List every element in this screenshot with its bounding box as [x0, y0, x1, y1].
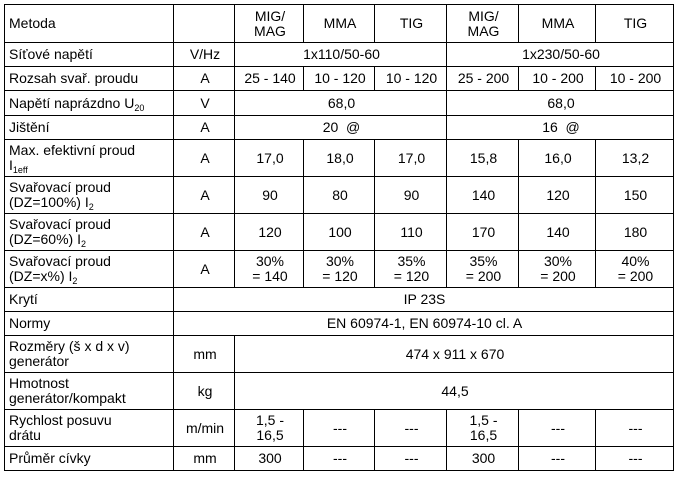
value-cell: 18,0 — [304, 140, 375, 177]
value-cell: --- — [375, 410, 447, 447]
row-napeti — [5, 91, 674, 116]
value-cell: --- — [519, 447, 596, 471]
value-cell: 10 - 200 — [519, 67, 596, 91]
value-cell: 17,0 — [375, 140, 447, 177]
value-cell: 110 — [375, 214, 447, 251]
value-cell: 1,5 - 16,5 — [235, 410, 304, 447]
value-cell: 100 — [304, 214, 375, 251]
value-cell: --- — [596, 410, 674, 447]
header-method: MMA — [304, 5, 375, 43]
value-cell: 120 — [519, 177, 596, 214]
row-dz100 — [5, 177, 674, 214]
header-method: TIG — [596, 5, 674, 43]
row-unit: V — [174, 91, 235, 116]
value-cell: 90 — [235, 177, 304, 214]
header-row — [5, 5, 674, 43]
row-label: Rychlost posuvu drátu — [5, 410, 174, 447]
value-cell: 80 — [304, 177, 375, 214]
row-label: Jištění — [5, 116, 174, 140]
value-cell: 16,0 — [519, 140, 596, 177]
value-cell: 170 — [447, 214, 519, 251]
row-rychlost — [5, 410, 674, 447]
row-label: Rozměry (š x d x v) generátor — [5, 336, 174, 373]
row-label: Rozsah svař. proudu — [5, 67, 174, 91]
value-cell: 180 — [596, 214, 674, 251]
value-cell: 10 - 200 — [596, 67, 674, 91]
row-dzx — [5, 251, 674, 288]
row-unit: A — [174, 116, 235, 140]
value-cell: 25 - 140 — [235, 67, 304, 91]
row-unit: m/min — [174, 410, 235, 447]
value-cell: 25 - 200 — [447, 67, 519, 91]
row-label: Svařovací proud (DZ=x%) $I_2$ — [5, 251, 174, 288]
value-cell: 1x110/50-60 — [235, 43, 447, 67]
spec-table — [4, 4, 674, 471]
row-kryti — [5, 288, 674, 312]
value-cell: EN 60974-1, EN 60974-10 cl. A — [174, 312, 674, 336]
value-cell: IP 23S — [174, 288, 674, 312]
row-label: Svařovací proud (DZ=100%) $I_2$ — [5, 177, 174, 214]
value-cell: 1,5 - 16,5 — [447, 410, 519, 447]
value-cell: 13,2 — [596, 140, 674, 177]
row-label: Svařovací proud (DZ=60%) $I_2$ — [5, 214, 174, 251]
value-cell: 68,0 — [235, 91, 447, 116]
value-cell: --- — [304, 447, 375, 471]
header-metoda: Metoda — [5, 5, 174, 43]
value-cell: 35% = 200 — [447, 251, 519, 288]
value-cell: 140 — [519, 214, 596, 251]
header-method: MIG/ MAG — [235, 5, 304, 43]
row-unit: A — [174, 214, 235, 251]
value-cell: 300 — [235, 447, 304, 471]
row-unit: A — [174, 177, 235, 214]
row-unit: V/Hz — [174, 43, 235, 67]
row-hmotnost — [5, 373, 674, 410]
row-label: Napětí naprázdno $U_{20}$ — [5, 91, 174, 116]
value-cell: 140 — [447, 177, 519, 214]
value-cell: 15,8 — [447, 140, 519, 177]
value-cell: 10 - 120 — [304, 67, 375, 91]
row-label: Hmotnost generátor/kompakt — [5, 373, 174, 410]
value-cell: 30% = 120 — [304, 251, 375, 288]
value-cell: --- — [375, 447, 447, 471]
value-cell: 68,0 — [447, 91, 674, 116]
value-cell: 30% = 200 — [519, 251, 596, 288]
row-dz60 — [5, 214, 674, 251]
header-method: MIG/ MAG — [447, 5, 519, 43]
value-cell: 16 @ — [447, 116, 674, 140]
row-label: Normy — [5, 312, 174, 336]
row-label: Krytí — [5, 288, 174, 312]
row-label: Max. efektivní proud $I_{1eff}$ — [5, 140, 174, 177]
row-sitove-napeti — [5, 43, 674, 67]
value-cell: 17,0 — [235, 140, 304, 177]
value-cell: --- — [519, 410, 596, 447]
row-jisteni — [5, 116, 674, 140]
row-unit: kg — [174, 373, 235, 410]
value-cell: --- — [304, 410, 375, 447]
header-method: MMA — [519, 5, 596, 43]
row-unit: mm — [174, 336, 235, 373]
value-cell: 44,5 — [235, 373, 674, 410]
row-rozsah — [5, 67, 674, 91]
row-unit: A — [174, 67, 235, 91]
value-cell: 300 — [447, 447, 519, 471]
value-cell: 1x230/50-60 — [447, 43, 674, 67]
row-normy — [5, 312, 674, 336]
value-cell: 90 — [375, 177, 447, 214]
value-cell: 150 — [596, 177, 674, 214]
row-label: Průměr cívky — [5, 447, 174, 471]
row-rozmery — [5, 336, 674, 373]
value-cell: 120 — [235, 214, 304, 251]
row-label: Síťové napětí — [5, 43, 174, 67]
row-ieff — [5, 140, 674, 177]
value-cell: --- — [596, 447, 674, 471]
value-cell: 35% = 120 — [375, 251, 447, 288]
value-cell: 474 x 911 x 670 — [235, 336, 674, 373]
row-prumer — [5, 447, 674, 471]
value-cell: 20 @ — [235, 116, 447, 140]
row-unit: A — [174, 140, 235, 177]
value-cell: 30% = 140 — [235, 251, 304, 288]
value-cell: 40% = 200 — [596, 251, 674, 288]
header-unit — [174, 5, 235, 43]
value-cell: 10 - 120 — [375, 67, 447, 91]
row-unit: A — [174, 251, 235, 288]
row-unit: mm — [174, 447, 235, 471]
header-method: TIG — [375, 5, 447, 43]
